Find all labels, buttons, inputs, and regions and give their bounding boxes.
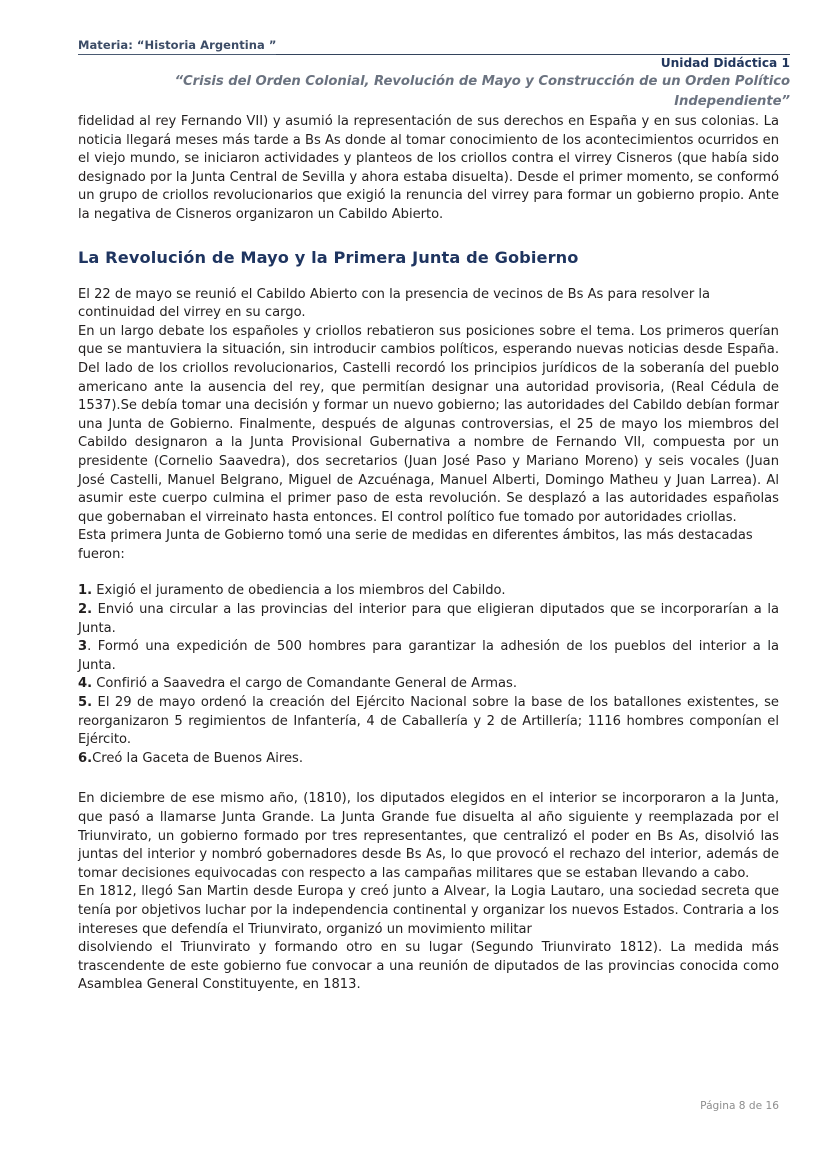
list-item-text: Exigió el juramento de obediencia a los miembros del Cabildo. — [92, 583, 506, 599]
list-item-text: Creó la Gaceta de Buenos Aires. — [92, 750, 304, 766]
list-item — [78, 582, 779, 601]
list-item-number: 1. — [78, 583, 93, 599]
list-item-text: . Formó una expedición de 500 hombres para garantizar la adhesión de los pueblos del interior a la Junta. — [78, 639, 779, 673]
paragraph-logia-lautaro: En 1812, llegó San Martin desde Europa y creó junto a Alvear, la Logia Lautaro, una sociedad secreta que tenía por objetivos luchar por la independencia continental y organizar los nuevos Estados. Contraria a los intereses que defendía el Triunvirato, organizó un movimiento militar — [78, 884, 779, 937]
paragraph-junta-grande: En diciembre de ese mismo año, (1810), los diputados elegidos en el interior se incorporaron a la Junta, que pasó a llamarse Junta Grande. La Junta Grande fue disuelta al año siguiente y reemplazada por el Triunvirato, un gobierno formado por tres representantes, que centralizó el poder en Bs As, disolvió las juntas del interior y nombró gobernadores desde Bs As, lo que provocó el rechazo del interior, además de tomar decisiones equivocadas con respecto a las campañas militares que se estaban llevando a cabo. — [78, 791, 779, 881]
materia-label: Materia: “Historia Argentina ” — [78, 38, 276, 55]
list-item-text: Confirió a Saavedra el cargo de Comandante General de Armas. — [92, 676, 518, 692]
list-item-number: 2. — [78, 602, 93, 618]
measures-list — [78, 582, 779, 768]
paragraph-segundo-triunvirato: disolviendo el Triunvirato y formando otro en su lugar (Segundo Triunvirato 1812). La medida más trascendente de este gobierno fue convocar a una reunión de diputados de las provincias conocida como Asamblea General Constituyente, en 1813. — [78, 940, 779, 993]
spacer — [78, 564, 779, 582]
header-subtitle-line-2: Independiente” — [674, 93, 790, 109]
list-item — [78, 601, 779, 638]
list-item-text: El 29 de mayo ordenó la creación del Ejército Nacional sobre la base de los batallones existentes, se reorganizaron 5 regimientos de Infantería, 4 de Caballería y 2 de Artillería; 1116 hombres componían el Ejército. — [78, 695, 779, 748]
list-item — [78, 675, 779, 694]
paragraph-cabildo-abierto: El 22 de mayo se reunió el Cabildo Abierto con la presencia de vecinos de Bs As para resolver la continuidad del virrey en su cargo. — [78, 286, 711, 321]
list-item-number: 3 — [78, 639, 88, 655]
spacer — [78, 268, 779, 286]
page-header — [78, 34, 790, 111]
list-item — [78, 694, 779, 750]
paragraph-medidas-intro: Esta primera Junta de Gobierno tomó una serie de medidas en diferentes ámbitos, las más destacadas fueron: — [78, 528, 753, 562]
list-item — [78, 638, 779, 675]
header-subtitle-line-1: “Crisis del Orden Colonial, Revolución de Mayo y Construcción de un Orden Político — [174, 73, 790, 89]
paragraph-continuation: fidelidad al rey Fernando VII) y asumió la representación de sus derechos en España y en sus colonias. La noticia llegará meses más tarde a Bs As donde al tomar conocimiento de los acontecimientos ocurridos en el viejo mundo, se iniciaron actividades y planteos de los criollos contra el virrey Cisneros (que había sido designado por la Junta Central de Sevilla y ahora estaba disuelta). Desde el primer momento, se conformó un grupo de criollos revolucionarios que exigió la renuncia del virrey para formar un gobierno propio. Ante la negativa de Cisneros organizaron un Cabildo Abierto. — [78, 114, 779, 222]
list-item-number: 5. — [78, 695, 93, 711]
materia-label-wrapper — [78, 34, 790, 55]
list-item-text: Envió una circular a las provincias del interior para que eligieran diputados que se incorporarían a la Junta. — [78, 602, 779, 636]
page-footer — [78, 1100, 779, 1112]
page-number-label: Página 8 de 16 — [700, 1100, 779, 1112]
spacer — [78, 225, 779, 247]
paragraph-debate: En un largo debate los españoles y criollos rebatieron sus posiciones sobre el tema. Los primeros querían que se mantuviera la situación, sin introducir cambios políticos, esperando nuevas noticias desde España. Del lado de los criollos revolucionarios, Castelli recordó los principios jurídicos de la soberanía del pueblo americano ante la ausencia del rey, que permitían designar una autoridad provisoria, (Real Cédula de 1537).Se debía tomar una decisión y formar un nuevo gobierno; las autoridades del Cabildo debían formar una Junta de Gobierno. Finalmente, después de algunas controversias, el 25 de mayo los miembros del Cabildo designaron a la Junta Provisional Gubernativa a nombre de Fernando VII, compuesta por un presidente (Cornelio Saavedra), dos secretarios (Juan José Paso y Mariano Moreno) y seis vocales (Juan José Castelli, Manuel Belgrano, Miguel de Azcuénaga, Manuel Alberti, Domingo Matheu y Juan Larrea). Al asumir este cuerpo culmina el primer paso de esta revolución. Se desplazó a las autoridades españolas que gobernaban el virreinato hasta entonces. El control político fue tomado por autoridades criollas. — [78, 323, 779, 525]
unidad-didactica-label: Unidad Didáctica 1 — [660, 55, 790, 70]
list-item-number: 4. — [78, 676, 93, 692]
document-body — [78, 113, 779, 995]
list-item-number: 6. — [78, 750, 93, 766]
section-heading: La Revolución de Mayo y la Primera Junta de Gobierno — [78, 247, 579, 267]
spacer — [78, 768, 779, 790]
list-item — [78, 750, 779, 769]
